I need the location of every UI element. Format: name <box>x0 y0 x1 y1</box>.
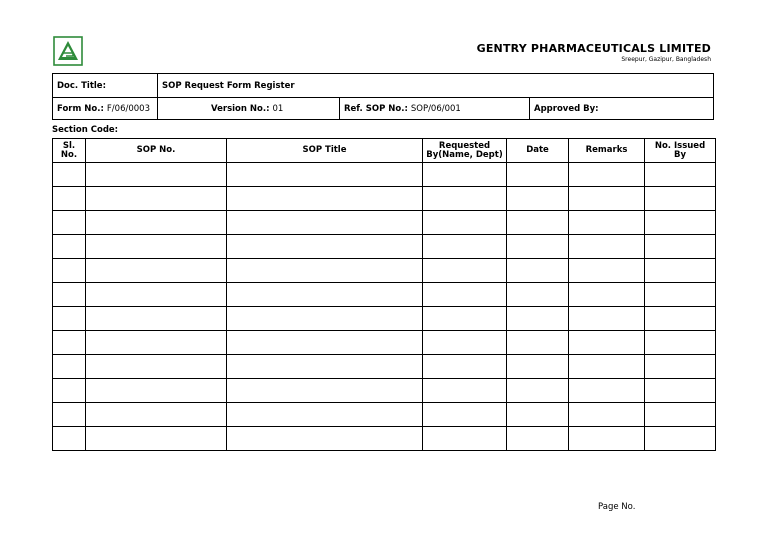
table-cell <box>645 379 716 403</box>
table-cell <box>423 403 507 427</box>
table-row <box>53 187 716 211</box>
table-row <box>53 331 716 355</box>
table-cell <box>507 427 569 451</box>
page-number-label: Page No. <box>598 502 636 512</box>
table-cell <box>86 259 227 283</box>
table-cell <box>569 259 645 283</box>
table-cell <box>423 211 507 235</box>
table-cell <box>507 379 569 403</box>
table-cell <box>86 355 227 379</box>
column-header-no-issued-by <box>645 139 716 163</box>
table-row <box>53 283 716 307</box>
table-cell <box>86 283 227 307</box>
table-cell <box>86 403 227 427</box>
table-cell <box>423 427 507 451</box>
company-address: Sreepur, Gazipur, Bangladesh <box>621 56 711 63</box>
doc-title-label: Doc. Title: <box>53 74 158 97</box>
table-cell <box>86 211 227 235</box>
table-cell <box>53 235 86 259</box>
table-cell <box>227 427 423 451</box>
form-no-value: F/06/0003 <box>106 103 150 114</box>
form-no-cell <box>53 98 158 119</box>
column-header-label: Sl. No. <box>60 140 78 160</box>
table-row <box>53 355 716 379</box>
ref-sop-cell <box>340 98 530 119</box>
table-cell <box>227 163 423 187</box>
form-no-label: Form No.: <box>57 103 104 114</box>
table-cell <box>423 283 507 307</box>
column-header-label: SOP No. <box>136 145 176 155</box>
table-cell <box>423 163 507 187</box>
version-label: Version No.: <box>211 103 270 114</box>
table-cell <box>507 331 569 355</box>
table-cell <box>86 379 227 403</box>
table-cell <box>423 187 507 211</box>
table-cell <box>507 355 569 379</box>
table-cell <box>53 379 86 403</box>
table-header-row <box>53 139 716 163</box>
table-cell <box>53 187 86 211</box>
table-cell <box>645 331 716 355</box>
table-cell <box>227 259 423 283</box>
table-row <box>53 307 716 331</box>
ref-sop-value: SOP/06/001 <box>410 103 461 114</box>
form-info-row <box>53 98 713 119</box>
table-cell <box>86 187 227 211</box>
column-header-sop-title <box>227 139 423 163</box>
table-cell <box>569 427 645 451</box>
approved-by-cell <box>530 98 713 119</box>
table-cell <box>227 211 423 235</box>
table-cell <box>53 403 86 427</box>
table-row <box>53 163 716 187</box>
table-cell <box>569 235 645 259</box>
company-logo-icon <box>53 36 83 66</box>
table-cell <box>423 259 507 283</box>
table-cell <box>53 355 86 379</box>
table-cell <box>227 403 423 427</box>
table-cell <box>227 187 423 211</box>
table-cell <box>507 163 569 187</box>
table-cell <box>507 235 569 259</box>
table-cell <box>53 259 86 283</box>
table-cell <box>227 235 423 259</box>
column-header-label: Requested By(Name, Dept) <box>426 140 503 160</box>
table-cell <box>507 187 569 211</box>
table-cell <box>645 283 716 307</box>
table-cell <box>645 211 716 235</box>
column-header-sop-no <box>86 139 227 163</box>
table-cell <box>227 355 423 379</box>
table-cell <box>423 331 507 355</box>
table-cell <box>645 163 716 187</box>
table-cell <box>86 307 227 331</box>
document-header-box <box>52 73 714 120</box>
company-name: GENTRY PHARMACEUTICALS LIMITED <box>476 42 711 55</box>
table-cell <box>645 307 716 331</box>
table-cell <box>86 427 227 451</box>
column-header-date <box>507 139 569 163</box>
table-cell <box>423 307 507 331</box>
column-header-label: Date <box>526 145 549 155</box>
table-cell <box>227 283 423 307</box>
table-cell <box>645 235 716 259</box>
table-cell <box>423 235 507 259</box>
table-cell <box>86 331 227 355</box>
column-header-sl-no <box>53 139 86 163</box>
table-cell <box>569 283 645 307</box>
table-cell <box>507 403 569 427</box>
table-cell <box>227 307 423 331</box>
table-cell <box>86 163 227 187</box>
table-row <box>53 427 716 451</box>
table-cell <box>569 211 645 235</box>
table-cell <box>227 379 423 403</box>
doc-title-value: SOP Request Form Register <box>162 80 295 91</box>
table-cell <box>53 163 86 187</box>
table-cell <box>507 307 569 331</box>
ref-sop-label: Ref. SOP No.: <box>344 103 408 114</box>
table-cell <box>227 331 423 355</box>
table-row <box>53 235 716 259</box>
column-header-label: No. Issued By <box>654 140 706 160</box>
table-cell <box>569 163 645 187</box>
company-header <box>477 42 711 63</box>
table-cell <box>53 283 86 307</box>
table-row <box>53 211 716 235</box>
column-header-label: SOP Title <box>302 145 347 155</box>
section-code-label: Section Code: <box>52 125 119 135</box>
column-header-remarks <box>569 139 645 163</box>
table-cell <box>507 211 569 235</box>
table-cell <box>423 355 507 379</box>
sop-register-table <box>52 138 716 451</box>
table-cell <box>53 331 86 355</box>
table-cell <box>569 379 645 403</box>
doc-title-row <box>53 74 713 98</box>
table-cell <box>86 235 227 259</box>
column-header-requested-by <box>423 139 507 163</box>
table-cell <box>569 307 645 331</box>
table-cell <box>645 187 716 211</box>
table-cell <box>507 283 569 307</box>
table-cell <box>53 307 86 331</box>
table-row <box>53 403 716 427</box>
table-cell <box>645 403 716 427</box>
table-cell <box>645 427 716 451</box>
version-cell <box>158 98 340 119</box>
column-header-label: Remarks <box>585 145 628 155</box>
table-body <box>53 163 716 451</box>
table-row <box>53 259 716 283</box>
table-cell <box>569 331 645 355</box>
table-cell <box>569 403 645 427</box>
table-cell <box>645 355 716 379</box>
table-row <box>53 379 716 403</box>
approved-by-label: Approved By: <box>534 103 599 114</box>
table-cell <box>569 355 645 379</box>
table-cell <box>423 379 507 403</box>
table-cell <box>507 259 569 283</box>
table-cell <box>53 427 86 451</box>
table-cell <box>569 187 645 211</box>
table-cell <box>53 211 86 235</box>
version-value: 01 <box>272 103 284 114</box>
table-cell <box>645 259 716 283</box>
